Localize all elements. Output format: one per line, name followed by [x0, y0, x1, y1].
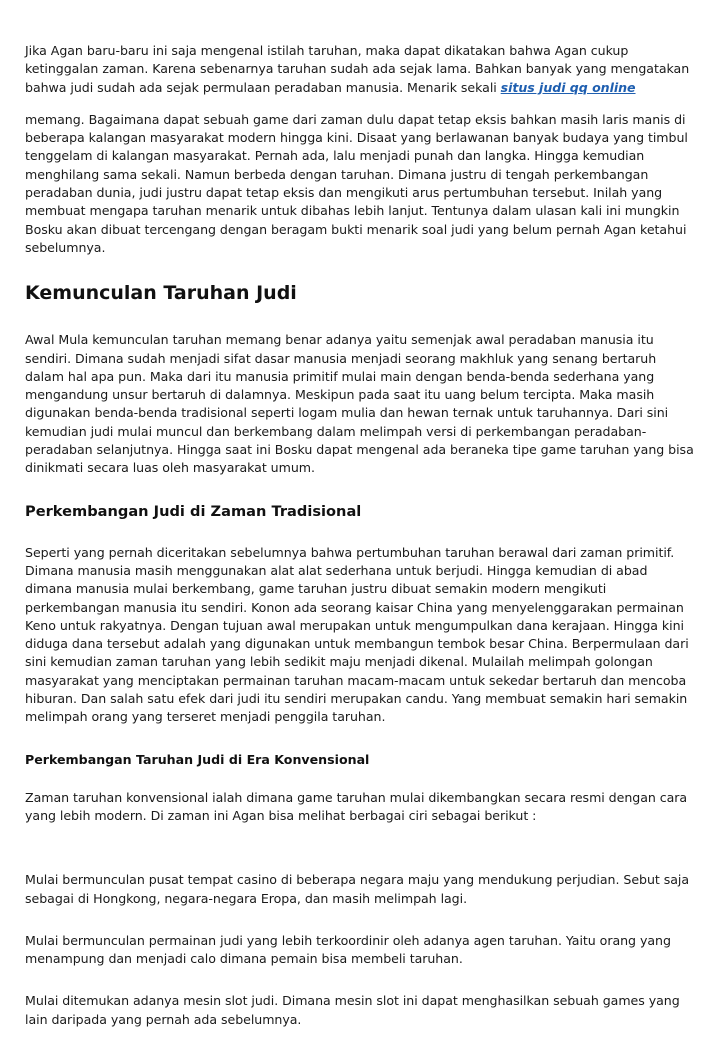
- list-item: Mulai bermunculan pusat tempat casino di beberapa negara maju yang mendukung perjudian. Sebut saja sebagai di Hongkong, negara-negara Eropa, dan masih melimpah lagi.: [25, 872, 690, 906]
- intro-paragraph: [25, 42, 697, 97]
- spacer: [25, 849, 697, 871]
- paragraph-2: memang. Bagaimana dapat sebuah game dari zaman dulu dapat tetap eksis bahkan masih laris manis di beberapa kalangan masyarakat modern hingga kini. Disaat yang berlawanan banyak budaya yang timbul tenggelam di kalangan masyarakat. Pernah ada, lalu menjadi punah dan langka. Hingga kemudian menghilang sama sekali. Namun berbeda dengan taruhan. Dimana justru di tengah perkembangan peradaban dunia, judi justru dapat tetap eksis dan mengikuti arus pertumbuhan tersebut. Inilah yang membuat mengapa taruhan menarik untuk dibahas lebih lanjut. Tentunya dalam ulasan kali ini mungkin Bosku akan dibuat tercengang dengan beragam bukti menarik soal judi yang belum pernah Agan ketahui sebelumnya.: [25, 111, 688, 255]
- heading-zaman-tradisional: Perkembangan Judi di Zaman Tradisional: [25, 502, 362, 520]
- heading-era-konvensional: Perkembangan Taruhan Judi di Era Konvensional: [25, 751, 370, 767]
- paragraph-5: Zaman taruhan konvensional ialah dimana game taruhan mulai dikembangkan secara resmi dengan cara yang lebih modern. Di zaman ini Agan bisa melihat berbagai ciri sebagai berikut :: [25, 789, 688, 823]
- list-item: Mulai ditemukan adanya mesin slot judi. Dimana mesin slot ini dapat menghasilkan sebuah games yang lain daripada yang pernah ada sebelumnya.: [25, 993, 680, 1027]
- paragraph-3: Awal Mula kemunculan taruhan memang benar adanya yaitu semenjak awal peradaban manusia itu sendiri. Dimana sudah menjadi sifat dasar manusia menjadi seorang makhluk yang senang bertaruh dalam hal apa pun. Maka dari itu manusia primitif mulai main dengan benda-benda sederhana yang mengandung unsur bertaruh di dalamnya. Meskipun pada saat itu uang belum tercipta. Maka masih digunakan benda-benda tradisional seperti logam mulia dan hewan ternak untuk taruhannya. Dari sini kemudian judi mulai muncul dan berkembang dalam melimpah versi di perkembangan peradaban-peradaban selanjutnya. Hingga saat ini Bosku dapat mengenal ada beraneka tipe game taruhan yang bisa dinikmati secara luas oleh masyarakat umum.: [25, 332, 694, 476]
- article: [25, 42, 697, 1053]
- paragraph-4: Seperti yang pernah diceritakan sebelumnya bahwa pertumbuhan taruhan berawal dari zaman primitif. Dimana manusia masih menggunakan alat alat sederhana untuk berjudi. Hingga kemudian di abad dimana manusia mulai berkembang, game taruhan justru dibuat semakin modern mengikuti perkembangan manusia itu sendiri. Konon ada seorang kaisar China yang menyelenggarakan permainan Keno untuk rakyatnya. Dengan tujuan awal merupakan untuk mengumpulkan dana kerajaan. Hingga kini diduga dana tersebut adalah yang digunakan untuk membangun tembok besar China. Berpermulaan dari sini kemudian zaman taruhan yang lebih sedikit maju menjadi dikenal. Mulailah melimpah golongan masyarakat yang menciptakan permainan taruhan macam-macam untuk sekedar bertaruh dan mencoba hiburan. Dan salah satu efek dari judi itu sendiri merupakan candu. Yang membuat semakin hari semakin melimpah orang yang terseret menjadi penggila taruhan.: [25, 544, 689, 725]
- heading-kemunculan: Kemunculan Taruhan Judi: [25, 282, 297, 305]
- list-item: Mulai bermunculan permainan judi yang lebih terkoordinir oleh adanya agen taruhan. Yaitu orang yang menampung dan menjadi calo dimana pemain bisa membeli taruhan.: [25, 932, 671, 967]
- intro-text: Jika Agan baru-baru ini saja mengenal istilah taruhan, maka dapat dikatakan bahwa Agan cukup ketinggalan zaman. Karena sebenarnya taruhan sudah ada sejak lama. Bahkan banyak yang mengatakan bahwa judi sudah ada sejak permulaan peradaban manusia. Menarik sekali: [25, 43, 690, 95]
- situs-judi-link[interactable]: situs judi qq online: [500, 79, 636, 95]
